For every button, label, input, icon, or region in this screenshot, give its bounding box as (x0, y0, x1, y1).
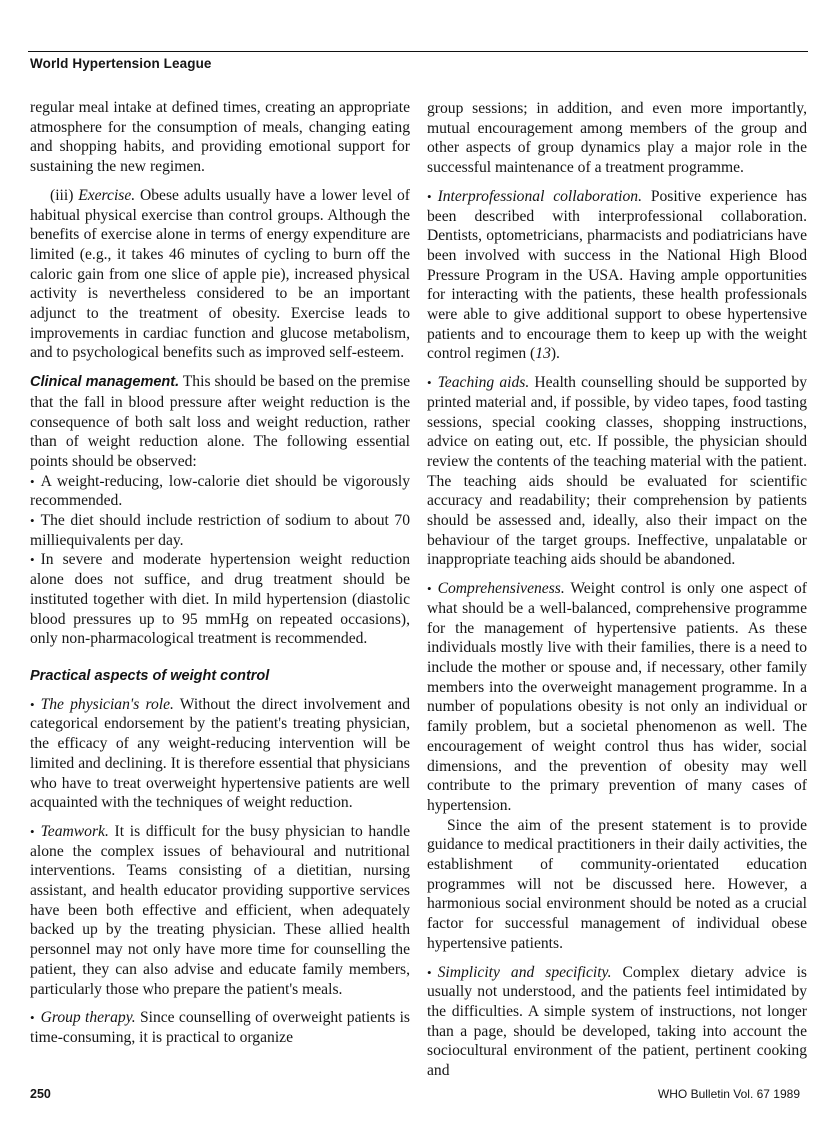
bullet-drug-treatment: • In severe and moderate hypertension weight reduction alone does not suffice, and drug treatment should be instituted together with diet. In mild hypertension (diastolic blood pressures up to 95 mmHg on repeated occasions), only non-pharmacological treatment is recommended. (30, 550, 410, 649)
paragraph-exercise: (iii) Exercise. Obese adults usually have a lower level of habitual physical exercise than control groups. Although the benefits of exercise alone in terms of energy expenditure are limited (e.g., it takes 46 minutes of cycling to burn off the caloric gain from one slice of apple pie), increased physical activity is nevertheless considered to be an important adjunct to the treatment of obesity. Exercise leads to improvements in cardiac function and glucose metabolism, and to psychological benefits such as improved self-esteem. (30, 186, 410, 362)
paragraph-meal-intake: regular meal intake at defined times, creating an appropriate atmosphere for the consumption of meals, changing eating and shopping habits, and providing emotional support for sustaining the new regimen. (30, 99, 410, 176)
running-title: World Hypertension League (30, 56, 212, 71)
bullet-sodium: • The diet should include restriction of sodium to about 70 milliequivalents per day. (30, 511, 410, 550)
page-number: 250 (30, 1087, 51, 1101)
section-heading-practical: Practical aspects of weight control (30, 667, 270, 684)
paragraph-teamwork: • Teamwork. It is difficult for the busy physician to handle alone the complex issues of behavioural and nutritional interventions. Teams consisting of a dietitian, nursing assistant, and health educator providing supportive services have been both effective and efficient, when adequately backed up by the treating physician. These allied health personnel may not only have more time for counselling the patient, they can also advise and educate family members, particularly those who prepare the patient's meals. (30, 822, 410, 999)
paragraph-teaching-aids: • Teaching aids. Health counselling should be supported by printed material and, if possible, by video tapes, food tasting sessions, special cooking classes, shopping instructions, advice on eating out, etc. If possible, the physician should review the contents of the teaching material with the patient. The teaching aids should be evaluated for scientific accuracy and readability; their comprehension by patients should be assessed and, ideally, also their impact on the behaviour of the target groups. Ineffective, unpalatable or inappropriate teaching aids should be abandoned. (427, 373, 807, 570)
paragraph-clinical: Clinical management. This should be based on the premise that the fall in blood pressure after weight reduction is the consequence of both salt loss and weight reduction, rather than of weight reduction alone. The following essential points should be observed: (30, 373, 410, 470)
paragraph-interprofessional: • Interprofessional collaboration. Positive experience has been described with interprofessional collaboration. Dentists, optometricians, pharmacists and podiatricians have been involved with success in the National High Blood Pressure Program in the USA. Having ample opportunities for interacting with the patients, these health professionals were able to give additional support to obese hypertensive patients and to encourage them to keep up with the weight control regimen (13). (427, 187, 807, 364)
clinical-heading: Clinical management. (30, 374, 180, 391)
paragraph-group-sessions: group sessions; in addition, and even more importantly, mutual encouragement among members of the group and other aspects of group dynamics play a major role in the successful maintenance of a treatment programme. (427, 100, 807, 177)
paragraph-simplicity: • Simplicity and specificity. Complex dietary advice is usually not understood, and the patients feel intimidated by the difficulties. A simple system of instructions, not longer than a page, should be developed, taking into account the sociocultural environment of the patient, pertinent cooking and (427, 963, 807, 1081)
reference-13: 13 (535, 345, 551, 363)
exercise-label: Exercise. (78, 186, 136, 204)
paragraph-physician-role: • The physician's role. Without the direct involvement and categorical endorsement by the patient's treating physician, the efficacy of any weight-reducing intervention will be limited and declining. It is therefore essential that physicians who have to treat overweight hypertensive patients are well acquainted with the techniques of weight reduction. (30, 695, 410, 813)
journal-citation: WHO Bulletin Vol. 67 1989 (657, 1087, 800, 1101)
paragraph-group-therapy: • Group therapy. Since counselling of overweight patients is time-consuming, it is practical to organize (30, 1008, 410, 1047)
paragraph-comprehensiveness: • Comprehensiveness. Weight control is only one aspect of what should be a well-balanced, comprehensive programme for the management of hypertensive patients. As these individuals mostly live with their families, there is a need to include the mother or spouse and, if necessary, other family members into the overweight management programme. In a number of populations obesity is not only an individual or family problem, but a societal phenomenon as well. The encouragement of weight control thus has wider, social dimensions, and the prevention of obesity may well contribute to the primary prevention of many cases of hypertension. (427, 579, 807, 815)
left-column (30, 98, 410, 1048)
paragraph-since-aim: Since the aim of the present statement is to provide guidance to medical practitioners in their daily activities, the establishment of community-orientated education programmes will not be discussed here. However, a harmonious social environment should be noted as a crucial factor for successful management of individual obese hypertensive patients. (427, 816, 807, 952)
bullet-low-calorie: • A weight-reducing, low-calorie diet should be vigorously recommended. (30, 472, 410, 511)
header-rule (28, 51, 808, 52)
right-column (427, 99, 807, 1081)
